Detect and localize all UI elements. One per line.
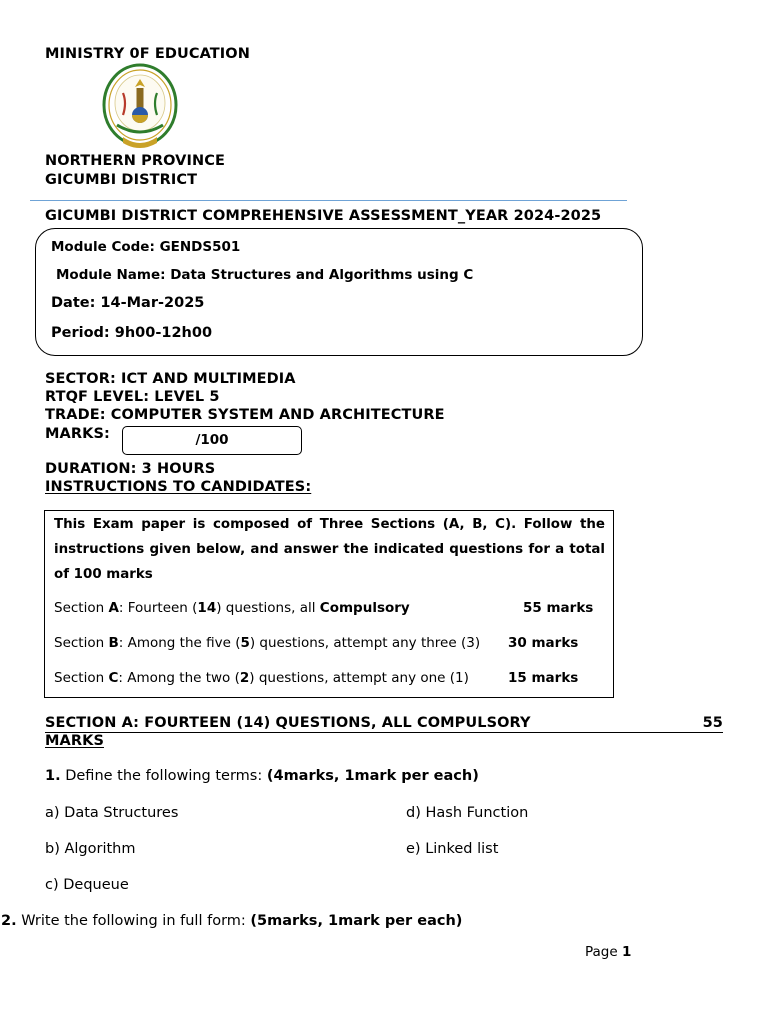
instructions-intro: This Exam paper is composed of Three Sections (A, B, C). Follow the instructions given below, and answer the indicated questions for a total of 100 marks [54,517,605,582]
ministry-heading: MINISTRY 0F EDUCATION [45,46,250,62]
exam-period: Period: 9h00-12h00 [51,325,213,341]
province-heading: NORTHERN PROVINCE [45,153,225,169]
section-a-heading: SECTION A: FOURTEEN (14) QUESTIONS, ALL COMPULSORY 55 [45,715,723,731]
marks-label: MARKS: [45,426,110,442]
duration-line: DURATION: 3 HOURS [45,461,216,477]
q1-item-b: b) Algorithm [45,841,136,857]
question-1: 1. Define the following terms: (4marks, 1mark per each) [45,768,479,784]
coat-of-arms-icon [101,63,179,155]
exam-date: Date: 14-Mar-2025 [51,295,205,311]
q1-item-d: d) Hash Function [406,805,529,821]
q1-item-a: a) Data Structures [45,805,179,821]
q1-item-e: e) Linked list [406,841,499,857]
section-c-marks: 15 marks [508,670,579,686]
rtqf-line: RTQF LEVEL: LEVEL 5 [45,389,220,405]
sector-line: SECTOR: ICT AND MULTIMEDIA [45,371,296,387]
section-a-instruction: Section A: Fourteen (14) questions, all Compulsory [54,600,410,616]
module-code: Module Code: GENDS501 [51,239,241,255]
section-b-instruction: Section B: Among the five (5) questions, attempt any three (3) [54,635,481,651]
marks-field: /100 [122,426,302,455]
page-number: Page 1 [585,944,632,960]
section-a-marks: 55 marks [523,600,594,616]
section-c-instruction: Section C: Among the two (2) questions, attempt any one (1) [54,670,469,686]
module-name: Module Name: Data Structures and Algorithms using C [56,267,474,283]
section-b-marks: 30 marks [508,635,579,651]
exam-title: GICUMBI DISTRICT COMPREHENSIVE ASSESSMENT_YEAR 2024-2025 [45,208,602,224]
q1-item-c: c) Dequeue [45,877,129,893]
instructions-box [44,510,614,698]
header-divider [30,200,627,201]
question-2: 2. Write the following in full form: (5marks, 1mark per each) [1,913,463,929]
district-heading: GICUMBI DISTRICT [45,172,198,188]
section-a-marks-word: MARKS [45,733,104,749]
module-info-box [35,228,643,356]
instructions-heading: INSTRUCTIONS TO CANDIDATES: [45,479,312,495]
trade-line: TRADE: COMPUTER SYSTEM AND ARCHITECTURE [45,407,445,423]
